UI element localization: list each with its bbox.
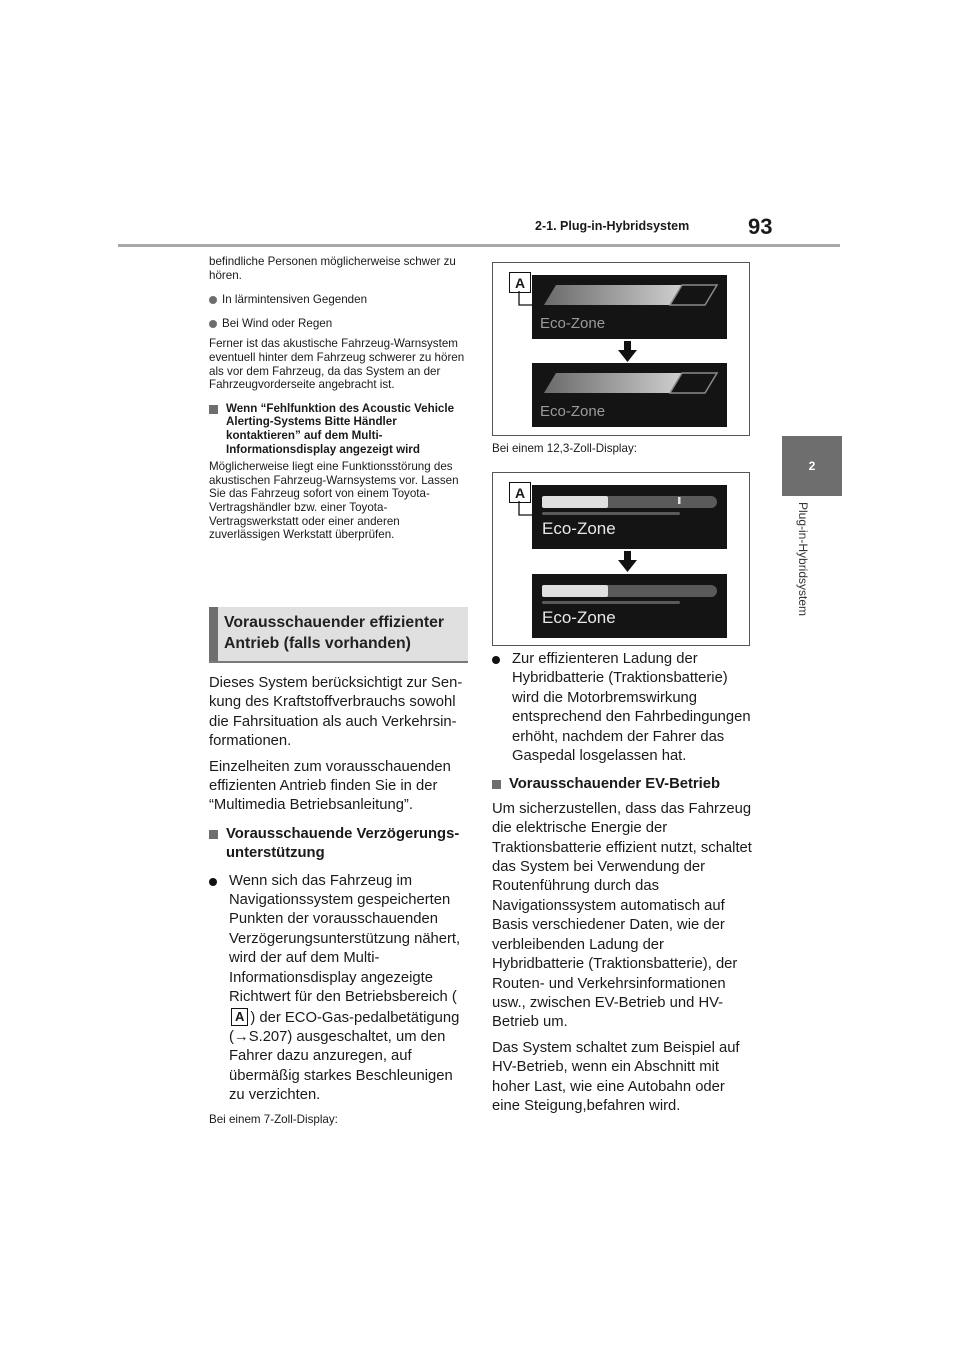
square-bullet-icon xyxy=(492,780,501,789)
eco-zone-label: Eco-Zone xyxy=(542,519,616,538)
bullet-icon xyxy=(209,296,217,304)
left-column xyxy=(209,255,471,542)
paragraph: Um sicherzustellen, dass das Fahrzeug die elektrische Energie der Traktionsbatterie effizient nutzt, schaltet das System bei Verwendung der Routenführung durch das Navigationssystem automatisch auf Basis verschiedener Daten, wie der verbleibenden Ladung der Hybridbatterie (Traktionsbatterie), der Routen- und Verkehrsinformationen usw., zwischen EV-Betrieb und HV-Betrieb um. xyxy=(492,800,752,1031)
subheading xyxy=(209,825,471,864)
figure-12-inch xyxy=(492,472,750,646)
chapter-label-text: Plug-in-Hybridsystem xyxy=(796,502,810,617)
section-title: Vorausschauender effizienter Antrieb (falls vorhanden) xyxy=(224,614,445,652)
paragraph: Dieses System berücksichtigt zur Sen-kung des Kraftstoffverbrauchs sowohl die Fahrsituation als auch Verkehrsin-formationen. xyxy=(209,675,463,750)
paragraph: Ferner ist das akustische Fahrzeug-Warnsystem eventuell hinter dem Fahrzeug schwerer zu hören als vor dem Fahrzeug, da das System an der Fahrzeugvorderseite angebracht ist. xyxy=(209,337,465,392)
subheading xyxy=(209,402,471,456)
eco-zone-label: Eco-Zone xyxy=(542,608,616,627)
list-item-text-part: Wenn sich das Fahrzeug im Navigationssystem gespeicherten Punkten der vorausschauenden Verzögerungsunterstützung nähert, wird der auf dem Multi-Informationsdisplay angezeigte Richtwert für den Betriebsbereich ( xyxy=(229,872,461,1006)
figure-caption: Bei einem 12,3-Zoll-Display: xyxy=(492,442,637,455)
display-screen-before xyxy=(532,275,727,339)
page-number: 93 xyxy=(748,214,773,239)
intro-text: befindliche Personen möglicherweise schwer zu hören. xyxy=(209,255,456,282)
list-item-text: Bei Wind oder Regen xyxy=(222,316,333,330)
square-bullet-icon xyxy=(209,830,218,839)
list-item-text: In lärmintensiven Gegenden xyxy=(222,293,368,307)
callout-ref: A xyxy=(231,1008,248,1026)
eco-zone-label: Eco-Zone xyxy=(540,315,606,332)
section-heading-bar xyxy=(209,607,218,661)
list-item xyxy=(492,650,754,766)
header-section-title: 2-1. Plug-in-Hybridsystem xyxy=(535,219,690,233)
subheading xyxy=(492,775,754,794)
chapter-number: 2 xyxy=(808,459,816,473)
callout-label: A xyxy=(509,272,531,293)
subheading-text: Vorausschauender EV-Betrieb xyxy=(509,776,721,793)
display-screen-after xyxy=(532,574,727,638)
header-divider xyxy=(118,244,840,247)
chapter-label xyxy=(796,502,820,642)
bullet-icon xyxy=(209,878,217,886)
right-column xyxy=(492,650,754,1116)
eco-gauge-bar xyxy=(532,574,727,638)
eco-gauge-bar xyxy=(532,485,727,549)
paragraph: Das System schaltet zum Beispiel auf HV-Betrieb, wenn ein Abschnitt mit hoher Last, wie eine Autobahn oder eine Steigung,befahren wird. xyxy=(492,1039,740,1114)
list-item-text: Zur effizienteren Ladung der Hybridbatterie (Traktionsbatterie) wird die Motorbremswirkung entsprechend den Fahrbedingungen erhöht, nachdem der Fahrer das Gaspedal losgelassen hat. xyxy=(512,651,751,765)
paragraph: Einzelheiten zum vorausschauenden effizienten Antrieb finden Sie in der “Multimedia Betriebsanleitung”. xyxy=(209,758,451,814)
list-item-text-part: ) der ECO-Gas-pedalbetätigung (→S.207) ausgeschaltet, um den Fahrer dazu anzuregen, auf übermäßig starkes Beschleunigen zu verzichten. xyxy=(229,1009,460,1104)
figure-caption: Bei einem 7-Zoll-Display: xyxy=(209,1112,338,1126)
list-item-text xyxy=(229,872,471,1106)
left-column-lower xyxy=(209,674,471,1126)
list-item xyxy=(209,872,471,1106)
square-bullet-icon xyxy=(209,405,218,414)
figure-7-inch xyxy=(492,262,750,436)
paragraph: Möglicherweise liegt eine Funktionsstörung des akustischen Fahrzeug-Warnsystems vor. Lassen Sie das Fahrzeug sofort von einem Toyota-Vertragshändler bzw. einer Toyota-Vertragswerkstatt oder einer anderen zuverlässigen Werkstatt überprüfen. xyxy=(209,460,459,542)
subheading-text: Vorausschauende Verzögerungs-unterstützung xyxy=(226,825,460,862)
subheading-text: Wenn “Fehlfunktion des Acoustic Vehicle Alerting-Systems Bitte Händler kontaktieren” auf dem Multi-Informationsdisplay angezeigt wird xyxy=(226,401,455,456)
section-heading-box xyxy=(209,607,468,663)
list-item xyxy=(209,317,471,331)
display-screen-after xyxy=(532,363,727,427)
bullet-icon xyxy=(209,320,217,328)
bullet-icon xyxy=(492,656,500,664)
arrow-down-icon xyxy=(617,341,639,363)
callout-label: A xyxy=(509,482,531,503)
display-screen-before xyxy=(532,485,727,549)
arrow-down-icon xyxy=(617,551,639,573)
eco-zone-label: Eco-Zone xyxy=(540,403,606,420)
list-item xyxy=(209,293,471,307)
chapter-tab[interactable] xyxy=(782,436,842,496)
